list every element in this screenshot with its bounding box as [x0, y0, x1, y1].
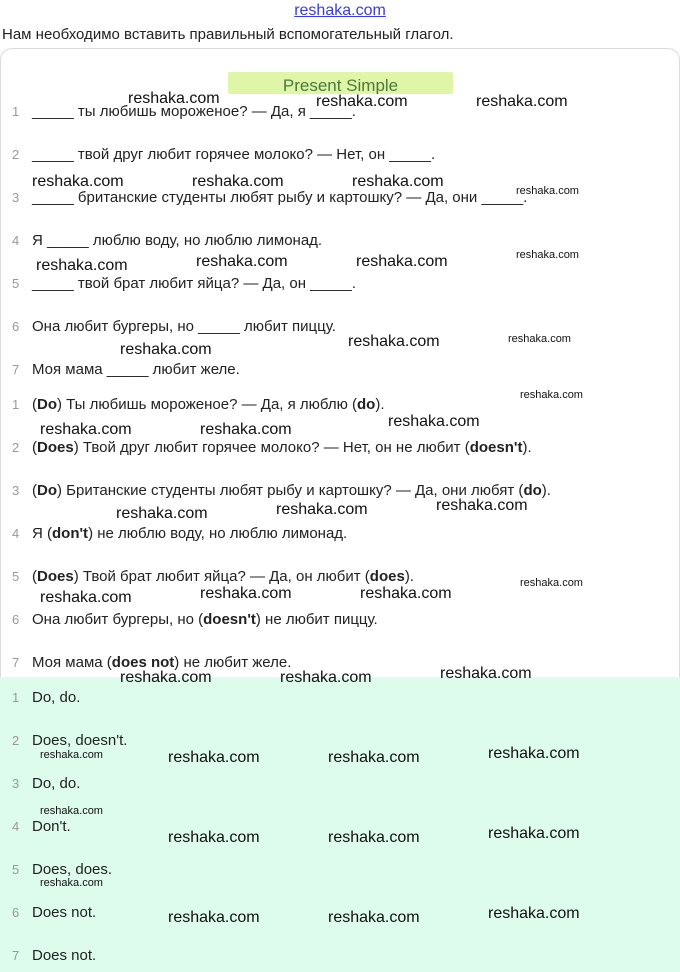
answer-text: Does not.	[32, 947, 97, 964]
filled-text	[32, 436, 532, 460]
text-part: Моя мама (	[32, 654, 112, 671]
text-part: ) Британские студенты любят рыбу и картошку? — Да, они любят (	[57, 482, 524, 499]
watermark: reshaka.com	[388, 413, 480, 430]
text-part: Я (	[32, 525, 52, 542]
exercise-text: Она любит бургеры, но _____ любит пиццу.	[32, 318, 336, 335]
watermark: reshaka.com	[328, 909, 420, 926]
item-number: 1	[12, 104, 20, 119]
watermark: reshaka.com	[352, 173, 444, 190]
item-number: 5	[12, 569, 20, 584]
watermark: reshaka.com	[356, 253, 448, 270]
watermark: reshaka.com	[328, 829, 420, 846]
watermark: reshaka.com	[120, 341, 212, 358]
watermark: reshaka.com	[488, 905, 580, 922]
verb-bold: don't	[52, 525, 89, 542]
text-part: ) не любит желе.	[174, 654, 292, 671]
watermark-small: reshaka.com	[40, 805, 103, 817]
watermark: reshaka.com	[476, 93, 568, 110]
watermark: reshaka.com	[488, 825, 580, 842]
item-number: 4	[12, 819, 20, 834]
watermark: reshaka.com	[200, 421, 292, 438]
item-number: 2	[12, 733, 20, 748]
watermark-small: reshaka.com	[520, 389, 583, 401]
item-number: 1	[12, 690, 20, 705]
answer-text: Does not.	[32, 904, 97, 921]
watermark: reshaka.com	[168, 749, 260, 766]
watermark: reshaka.com	[360, 585, 452, 602]
answer-text: Don't.	[32, 818, 71, 835]
watermark: reshaka.com	[40, 421, 132, 438]
answer-text: Do, do.	[32, 689, 81, 706]
watermark: reshaka.com	[328, 749, 420, 766]
watermark: reshaka.com	[488, 745, 580, 762]
exercise-text: Я _____ люблю воду, но люблю лимонад.	[32, 232, 323, 249]
watermark: reshaka.com	[440, 665, 532, 682]
item-number: 1	[12, 397, 20, 412]
item-number: 5	[12, 276, 20, 291]
watermark: reshaka.com	[36, 257, 128, 274]
answer-text: Does, does.	[32, 861, 113, 878]
watermark: reshaka.com	[168, 829, 260, 846]
text-part: ) не люблю воду, но люблю лимонад.	[88, 525, 348, 542]
verb-bold: doesn't	[469, 439, 523, 456]
watermark-small: reshaka.com	[520, 577, 583, 589]
answer-text: Do, do.	[32, 775, 81, 792]
verb-bold: Does	[37, 568, 74, 585]
text-part: ).	[375, 396, 385, 413]
item-number: 2	[12, 147, 20, 162]
watermark-small: reshaka.com	[40, 877, 103, 889]
text-part: ) Ты любишь мороженое? — Да, я люблю (	[57, 396, 358, 413]
item-number: 7	[12, 362, 20, 377]
watermark-small: reshaka.com	[516, 185, 579, 197]
text-part: ) не любит пиццу.	[255, 611, 378, 628]
item-number: 4	[12, 233, 20, 248]
exercise-text: Моя мама _____ любит желе.	[32, 361, 240, 378]
item-number: 3	[12, 776, 20, 791]
text-part: ) Твой брат любит яйца? — Да, он любит (	[73, 568, 370, 585]
watermark-small: reshaka.com	[516, 249, 579, 261]
item-number: 7	[12, 948, 20, 963]
watermark: reshaka.com	[280, 669, 372, 686]
filled-text	[32, 522, 347, 546]
item-number: 6	[12, 612, 20, 627]
text-part: ).	[541, 482, 551, 499]
section-title: Present Simple	[228, 72, 453, 94]
watermark: reshaka.com	[348, 333, 440, 350]
exercise-text: _____ твой брат любит яйца? — Да, он _____.	[32, 275, 357, 292]
watermark: reshaka.com	[192, 173, 284, 190]
text-part: ).	[404, 568, 414, 585]
verb-bold: do	[357, 396, 376, 413]
item-number: 5	[12, 862, 20, 877]
item-number: 2	[12, 440, 20, 455]
watermark-small: reshaka.com	[508, 333, 571, 345]
text-part: (	[32, 396, 37, 413]
exercise-text: _____ британские студенты любят рыбу и картошку? — Да, они _____.	[32, 189, 528, 206]
item-number: 6	[12, 905, 20, 920]
exercise-text: _____ твой друг любит горячее молоко? — Нет, он _____.	[32, 146, 436, 163]
item-number: 7	[12, 655, 20, 670]
site-header-link[interactable]: reshaka.com	[294, 2, 386, 19]
verb-bold: do	[523, 482, 542, 499]
watermark: reshaka.com	[196, 253, 288, 270]
watermark-small: reshaka.com	[40, 749, 103, 761]
watermark: reshaka.com	[32, 173, 124, 190]
verb-bold: does	[369, 568, 405, 585]
watermark: reshaka.com	[436, 497, 528, 514]
exercise-text: _____ ты любишь мороженое? — Да, я _____.	[32, 103, 356, 120]
watermark: reshaka.com	[168, 909, 260, 926]
item-number: 3	[12, 190, 20, 205]
answer-text: Does, doesn't.	[32, 732, 128, 749]
verb-bold: Do	[37, 396, 57, 413]
filled-text	[32, 608, 378, 632]
text-part: (	[32, 439, 37, 456]
text-part: (	[32, 482, 37, 499]
text-part: Она любит бургеры, но (	[32, 611, 204, 628]
intro-text: Нам необходимо вставить правильный вспомогательный глагол.	[2, 26, 454, 43]
text-part: ) Твой друг любит горячее молоко? — Нет, он не любит (	[73, 439, 470, 456]
watermark: reshaka.com	[316, 93, 408, 110]
item-number: 6	[12, 319, 20, 334]
watermark: reshaka.com	[40, 589, 132, 606]
text-part: (	[32, 568, 37, 585]
filled-text	[32, 393, 385, 417]
item-number: 3	[12, 483, 20, 498]
item-number: 4	[12, 526, 20, 541]
watermark: reshaka.com	[200, 585, 292, 602]
watermark: reshaka.com	[116, 505, 208, 522]
verb-bold: does not	[111, 654, 175, 671]
watermark: reshaka.com	[120, 669, 212, 686]
verb-bold: doesn't	[203, 611, 256, 628]
verb-bold: Does	[37, 439, 74, 456]
text-part: ).	[522, 439, 532, 456]
verb-bold: Do	[37, 482, 57, 499]
watermark: reshaka.com	[128, 90, 220, 107]
watermark: reshaka.com	[276, 501, 368, 518]
